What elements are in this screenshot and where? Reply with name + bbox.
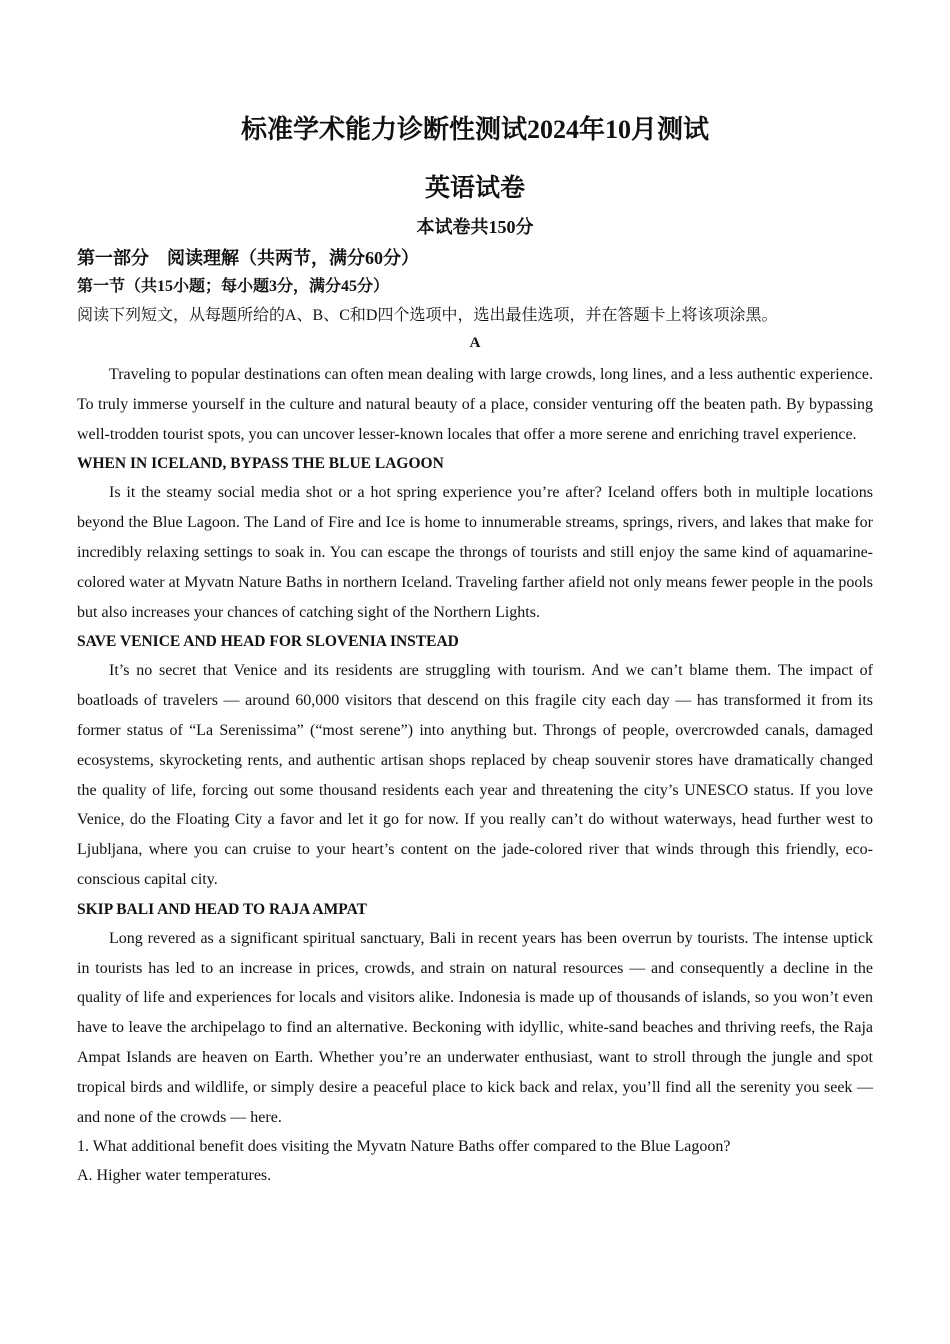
total-score: 本试卷共150分: [416, 217, 534, 237]
section-text-venice: It’s no secret that Venice and its residents are struggling with tourism. And we can’t blame them. The impact of boatloads of travelers — around 60,000 visitors that descend on this fragile city each day — has transformed it from its former status of “La Serenissima” (“most serene”) into anything but. Throngs of people, overcrowded canals, damaged ecosystems, skyrocketing rents, and authentic artisan shops replaced by cheap souvenir stores have dramatically changed the quality of life, forcing out some thousand residents each year and threatening the city’s UNESCO status. If you love Venice, do the Floating City a favor and let it go for now. If you really can’t do without waterways, head further west to Ljubljana, where you can cruise to your heart’s content on the jade-colored river that winds through this friendly, eco-conscious capital city.: [77, 662, 873, 888]
passage-intro: Traveling to popular destinations can often mean dealing with large crowds, long lines, and a less authentic experience. To truly immerse yourself in the culture and natural beauty of a place, consider venturing off the beaten path. By bypassing well-trodden tourist spots, you can uncover lesser-known locales that offer a more serene and enriching travel experience.: [77, 366, 873, 443]
exam-page: [77, 112, 873, 1190]
question-stem: 1. What additional benefit does visiting the Myvatn Nature Baths offer compared to the Blue Lagoon?: [77, 1138, 731, 1156]
section-heading-venice: SAVE VENICE AND HEAD FOR SLOVENIA INSTEAD: [77, 633, 459, 651]
section-text-iceland: Is it the steamy social media shot or a hot spring experience you’re after? Iceland offers both in multiple locations beyond the Blue Lagoon. The Land of Fire and Ice is home to innumerable streams, springs, rivers, and lakes that make for incredibly relaxing settings to soak in. You can escape the throngs of tourists and still enjoy the same kind of aquamarine-colored water at Myvatn Nature Baths in northern Iceland. Traveling farther afield not only means fewer people in the pools but also increases your chances of catching sight of the Northern Lights.: [77, 484, 873, 621]
passage-label: A: [469, 335, 481, 351]
exam-subtitle: 英语试卷: [424, 175, 525, 202]
section-heading-iceland: WHEN IN ICELAND, BYPASS THE BLUE LAGOON: [77, 455, 444, 473]
exam-title: 标准学术能力诊断性测试2024年10月测试: [240, 115, 709, 144]
section-instruction: 阅读下列短文，从每题所给的A、B、C和D四个选项中，选出最佳选项，并在答题卡上将该项涂黑。: [77, 307, 778, 324]
part-title: 第一部分 阅读理解（共两节，满分60分）: [77, 248, 419, 268]
section-heading-bali: SKIP BALI AND HEAD TO RAJA AMPAT: [77, 900, 367, 918]
section-text-bali: Long revered as a significant spiritual sanctuary, Bali in recent years has been overrun by tourists. The intense uptick in tourists has led to an increase in prices, crowds, and strain on natural resources — and consequently a decline in the quality of life and experiences for locals and visitors alike. Indonesia is made up of thousands of islands, so you won’t even have to leave the archipelago to find an alternative. Beckoning with idyllic, white-sand beaches and thriving reefs, the Raja Ampat Islands are heaven on Earth. Whether you’re an underwater enthusiast, want to stroll through the jungle and spot tropical birds and wildlife, or simply desire a peaceful place to kick back and relax, you’ll find all the serenity you seek — and none of the crowds — here.: [77, 929, 873, 1126]
section-title: 第一节（共15小题；每小题3分，满分45分）: [77, 278, 390, 295]
question-option: A. Higher water temperatures.: [77, 1167, 272, 1185]
